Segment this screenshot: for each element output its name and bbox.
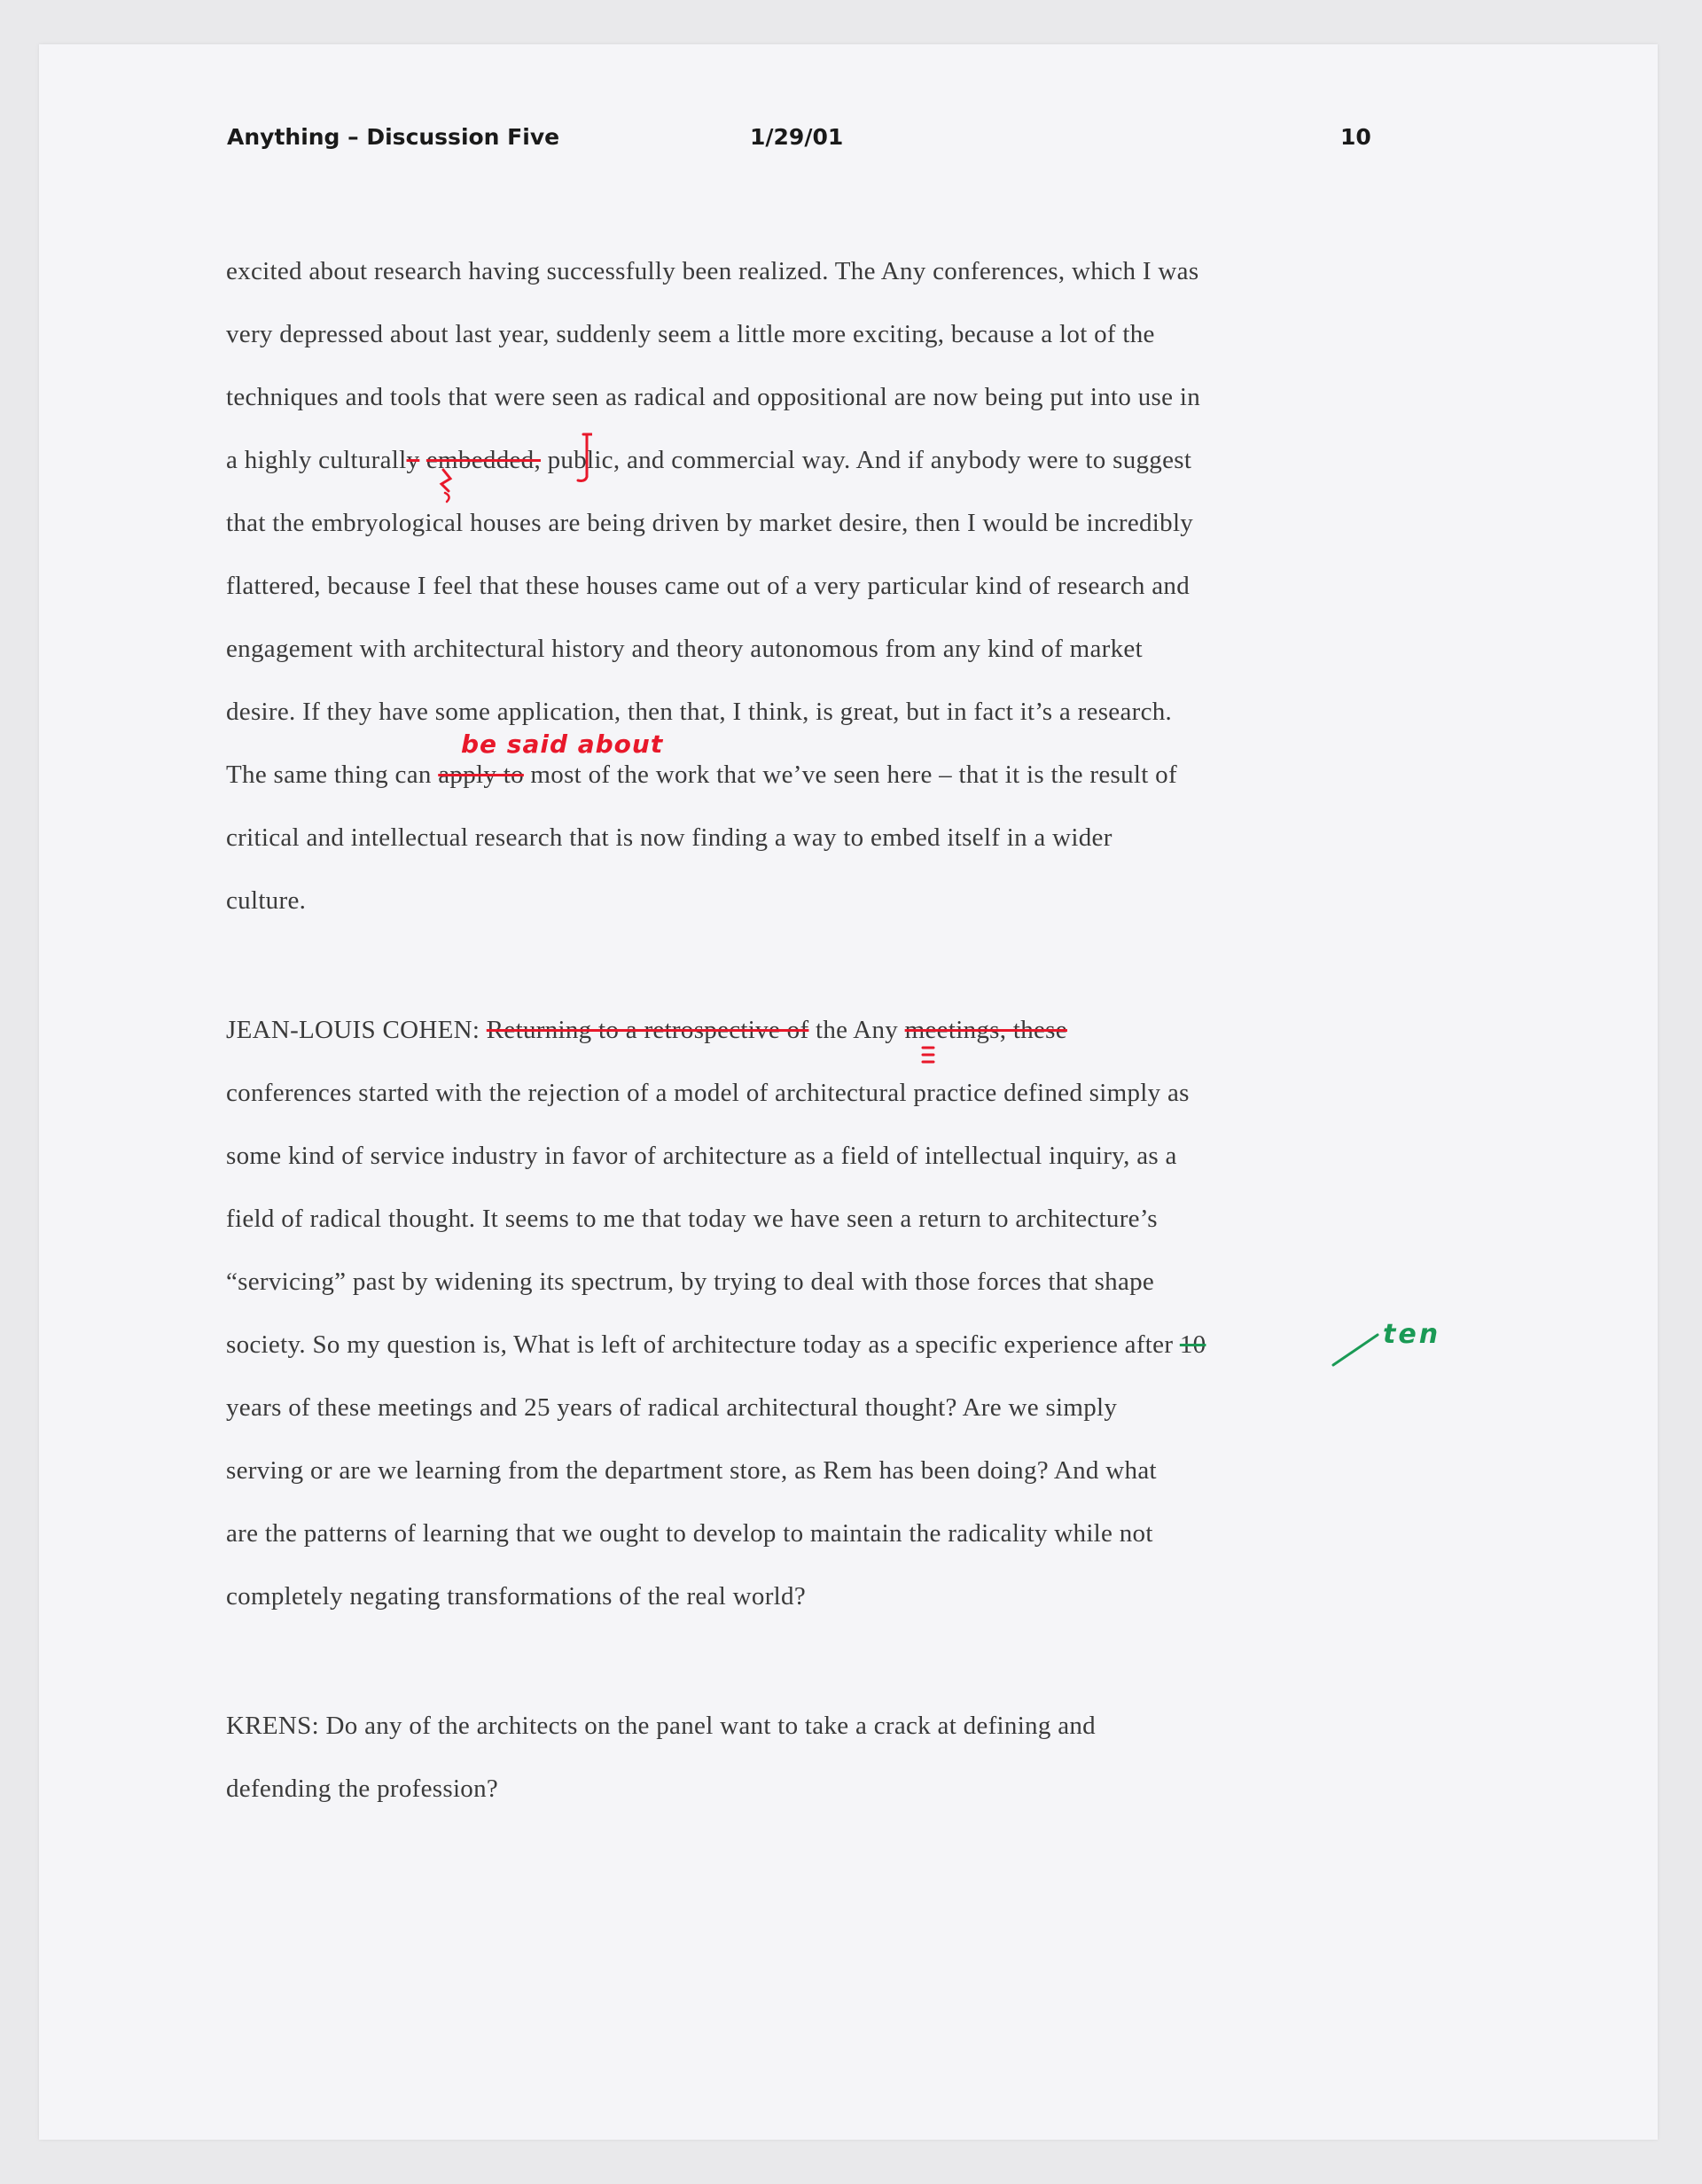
delete-mark — [441, 470, 450, 491]
body-line: are the patterns of learning that we ought to develop to maintain the radicality while not — [226, 1519, 1153, 1548]
text-run: The same thing can — [226, 760, 439, 789]
text-run: the Any — [808, 1016, 905, 1044]
capitalize-mark — [920, 1044, 938, 1067]
struck-number: 10 — [1179, 1330, 1206, 1359]
body-line: defending the profession? — [226, 1774, 499, 1803]
text-run: most of the work that we’ve seen here – that it is the result of — [523, 760, 1177, 789]
body-line: some kind of service industry in favor of architecture as a field of intellectual inquiry, as a — [226, 1142, 1177, 1170]
text-run: public, and commercial way. And if anybody were to suggest — [541, 446, 1192, 474]
body-line — [226, 760, 1177, 790]
body-line: engagement with architectural history and theory autonomous from any kind of market — [226, 635, 1143, 663]
struck-text: embedded, — [426, 446, 542, 474]
body-line — [226, 446, 1191, 475]
struck-text: meetings, these — [904, 1016, 1067, 1044]
text-run: a highly culturall — [226, 446, 407, 474]
delete-mark — [445, 493, 449, 502]
body-line: that the embryological houses are being driven by market desire, then I would be incredibly — [226, 509, 1194, 537]
body-line: KRENS: Do any of the architects on the panel want to take a crack at defining and — [226, 1712, 1096, 1740]
body-line: techniques and tools that were seen as radical and oppositional are now being put into use in — [226, 383, 1201, 411]
strike-slash-mark — [1330, 1328, 1383, 1372]
struck-text: Returning to a retrospective of — [486, 1016, 809, 1044]
body-line: serving or are we learning from the department store, as Rem has been doing? And what — [226, 1456, 1157, 1485]
body-line: flattered, because I feel that these houses came out of a very particular kind of research and — [226, 572, 1191, 600]
deleted-letter: y — [406, 446, 420, 474]
body-line: very depressed about last year, suddenly seem a little more exciting, because a lot of the — [226, 320, 1155, 348]
body-line: conferences started with the rejection of a model of architectural practice defined simply as — [226, 1079, 1190, 1107]
speaker-name: JEAN-LOUIS COHEN: — [226, 1016, 487, 1044]
proofreading-marks — [433, 433, 592, 503]
body-line: desire. If they have some application, then that, I think, is great, but in fact it’s a research. — [226, 698, 1173, 726]
handwritten-insertion: ten — [1383, 1319, 1441, 1350]
bracket-mark — [578, 434, 592, 481]
body-line: critical and intellectual research that is now finding a way to embed itself in a wider — [226, 823, 1113, 852]
text-run: society. So my question is, What is left of architecture today as a specific experience after — [226, 1330, 1180, 1359]
body-line: years of these meetings and 25 years of radical architectural thought? Are we simply — [226, 1393, 1118, 1422]
body-line: completely negating transformations of the real world? — [226, 1582, 806, 1611]
body-line — [226, 1016, 1067, 1045]
struck-text: apply to — [438, 760, 524, 789]
header-date: 1/29/01 — [750, 124, 844, 150]
page-header — [227, 124, 1370, 160]
body-line: culture. — [226, 886, 307, 915]
body-line: excited about research having successfully been realized. The Any conferences, which I was — [226, 257, 1199, 285]
body-line — [226, 1330, 1206, 1360]
body-line: “servicing” past by widening its spectrum, by trying to deal with those forces that shape — [226, 1268, 1155, 1296]
page-number: 10 — [1340, 124, 1371, 150]
header-title: Anything – Discussion Five — [227, 124, 560, 150]
body-line: field of radical thought. It seems to me that today we have seen a return to architecture’s — [226, 1205, 1158, 1233]
handwritten-insertion: be said about — [461, 729, 664, 759]
